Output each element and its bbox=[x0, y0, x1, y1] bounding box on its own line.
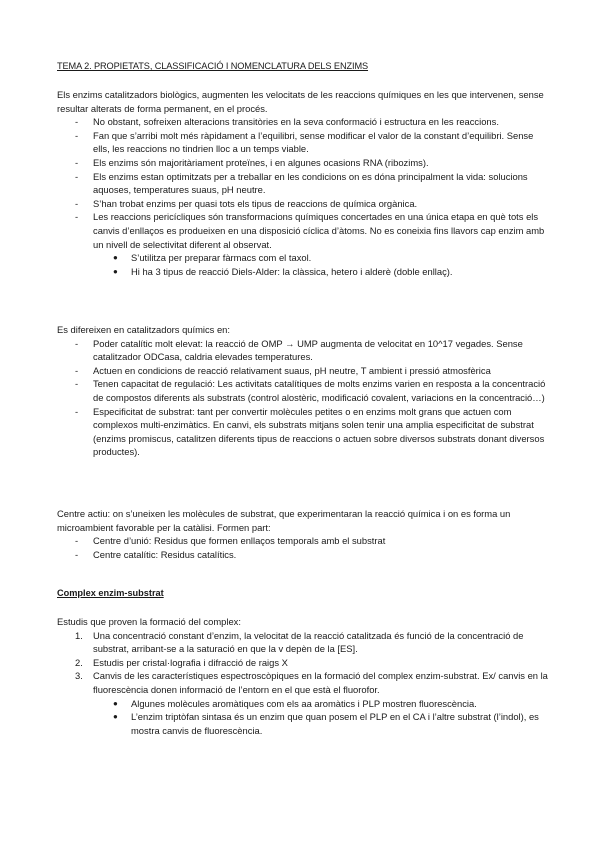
section-heading-complex: Complex enzim-substrat bbox=[57, 588, 164, 598]
complex-paragraph: Estudis que proven la formació del complex: bbox=[57, 616, 241, 627]
list-item: - Tenen capacitat de regulació: Les activitats catalítiques de molts enzims varien en resposta a la concentració de compostos diferents als substrats (control alostèric, modificació covalent, variacions en la concentració…) bbox=[75, 378, 546, 403]
numbered-item: 3. Canvis de les característiques espectroscòpiques en la formació del complex enzim-substrat. Ex/ canvis en la fluorescència donen informació de l’entorn en el que està el fluorofor. ● Algunes molècules aromàtiques com els aa aromàtics i PLP mostren fluorescència. ● L’enzim triptòfan sintasa és un enzim que quan posem el PLP en el CA i l’altre substrat (l’indol), es mostra canvis de fluorescència. bbox=[57, 669, 551, 737]
complex-section bbox=[57, 615, 551, 737]
list-item: - Poder catalític molt elevat: la reacció de OMP → UMP augmenta de velocitat en 10^17 vegades. Sense catalitzador ODCasa, caldria elevades temperatures. bbox=[75, 337, 523, 363]
differences-section bbox=[57, 323, 551, 459]
intro-sublist bbox=[113, 251, 551, 278]
differences-list bbox=[57, 337, 551, 459]
intro-section bbox=[57, 88, 551, 278]
sub-list-item: ● L’enzim triptòfan sintasa és un enzim que quan posem el PLP en el CA i l’altre substrat (l’indol), es mostra canvis de fluorescència. bbox=[113, 711, 539, 736]
list-item: - S’han trobat enzims per quasi tots els tipus de reaccions de química orgànica. bbox=[75, 197, 418, 209]
numbered-item: 1. Una concentració constant d’enzim, la velocitat de la reacció catalitzada és funció de la concentració de substrat, arribant-se a la saturació en que la v depèn de la [ES]. bbox=[75, 629, 524, 655]
list-item: - Especificitat de substrat: tant per convertir molècules petites o en enzims molt grans que actuen com complexos multi-enzimàtics. En canvi, els substrats mitjans solen tenir una amplia especificitat de substrat (enzims promiscus, catalitzen diferents tipus de reaccions o actuen sobre diversos substrats donant diversos productes). bbox=[75, 405, 545, 458]
intro-paragraph: Els enzims catalitzadors biològics, augmenten les velocitats de les reaccions químiques en les que intervenen, sense resultar alterats de forma permanent, en el procés. bbox=[57, 89, 544, 114]
list-item: - Centre catalític: Residus catalítics. bbox=[75, 548, 237, 560]
active-site-section bbox=[57, 507, 551, 561]
list-item: - No obstant, sofreixen alteracions transitòries en la seva conformació i estructura en les reaccions. bbox=[75, 116, 499, 128]
page-title: TEMA 2. PROPIETATS, CLASSIFICACIÓ I NOMENCLATURA DELS ENZIMS bbox=[57, 61, 369, 71]
intro-list bbox=[57, 115, 551, 278]
active-site-list bbox=[57, 534, 551, 561]
list-item: - Les reaccions pericícliques són transformacions químiques concertades en una única etapa en què tots els canvis d’enllaços es produeixen en una disposició cíclica d’àtoms. No es coneixia fins llavors cap enzim amb un nivell de selectivitat diferent al observat. ● S’utilitza per preparar fàrmacs com el taxol. ● Hi ha 3 tipus de reacció Diels-Alder: la clàssica, hetero i alderè (doble enllaç). bbox=[57, 210, 551, 278]
list-item: - Els enzims són majoritàriament proteïnes, i en algunes ocasions RNA (ribozims). bbox=[75, 156, 429, 168]
list-item: - Centre d’unió: Residus que formen enllaços temporals amb el substrat bbox=[75, 535, 386, 547]
list-item: - Actuen en condicions de reacció relativament suaus, pH neutre, T ambient i pressió atmosfèrica bbox=[75, 364, 491, 376]
list-item: - Fan que s’arribi molt més ràpidament a l’equilibri, sense modificar el valor de la constant d’equilibri. Sense ells, les reaccions no tindrien lloc a un temps viable. bbox=[75, 129, 534, 155]
sub-list-item: ● Algunes molècules aromàtiques com els aa aromàtics i PLP mostren fluorescència. bbox=[113, 697, 477, 709]
numbered-item: 2. Estudis per cristal·lografia i difracció de raigs X bbox=[75, 656, 288, 668]
list-item: - Els enzims estan optimitzats per a treballar en les condicions on es dóna principalment la vida: solucions aquoses, temperatures suaus, pH neutre. bbox=[75, 170, 528, 196]
differences-paragraph: Es difereixen en catalitzadors químics en: bbox=[57, 324, 231, 335]
sub-list-item: ● Hi ha 3 tipus de reacció Diels-Alder: la clàssica, hetero i alderè (doble enllaç). bbox=[113, 265, 453, 277]
complex-sublist bbox=[113, 697, 551, 738]
complex-list bbox=[57, 629, 551, 738]
active-site-paragraph: Centre actiu: on s’uneixen les molècules de substrat, que experimentaran la reacció química i on es forma un microambient favorable per la catàlisi. Formen part: bbox=[57, 508, 511, 533]
sub-list-item: ● S’utilitza per preparar fàrmacs com el taxol. bbox=[113, 252, 312, 264]
